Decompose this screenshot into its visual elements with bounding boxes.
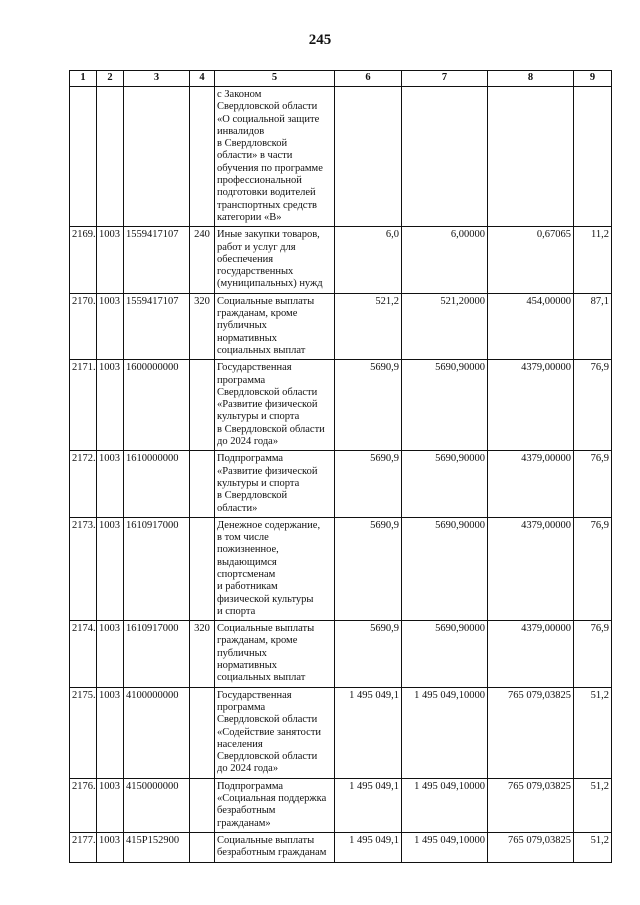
cell-description xyxy=(215,687,335,778)
table-row xyxy=(70,621,612,687)
cell-description xyxy=(215,517,335,620)
cell-v7: 5690,90000 xyxy=(402,451,488,517)
cell-v8: 4379,00000 xyxy=(488,360,574,451)
description-line: государственных xyxy=(217,266,294,278)
cell-v7: 5690,90000 xyxy=(402,517,488,620)
cell-type: 320 xyxy=(190,621,215,687)
description-line: гражданам, кроме xyxy=(217,635,298,647)
description-line: «Социальная поддержка xyxy=(217,793,327,805)
description-line: Свердловской области xyxy=(217,714,318,726)
description-line: в Свердловской xyxy=(217,490,288,502)
description-line: области» в части xyxy=(217,150,293,162)
description-line: с Законом xyxy=(217,89,262,100)
description-line: нормативных xyxy=(217,332,278,344)
cell-description xyxy=(215,87,335,227)
cell-type xyxy=(190,687,215,778)
cell-v9: 51,2 xyxy=(574,778,612,832)
table-row xyxy=(70,778,612,832)
cell-v6: 5690,9 xyxy=(335,621,402,687)
cell-v9: 76,9 xyxy=(574,517,612,620)
description-line: в Свердловской области xyxy=(217,423,325,435)
cell-type: 320 xyxy=(190,293,215,359)
cell-num: 2170. xyxy=(70,293,97,359)
description-line: «Развитие физической xyxy=(217,399,318,411)
cell-type xyxy=(190,517,215,620)
cell-target: 415P152900 xyxy=(124,832,190,862)
table-row xyxy=(70,87,612,227)
description-line: безработным xyxy=(217,805,276,817)
cell-v7: 5690,90000 xyxy=(402,360,488,451)
table-row xyxy=(70,227,612,293)
description-line: физической культуры xyxy=(217,593,314,605)
cell-description xyxy=(215,832,335,862)
cell-v8: 4379,00000 xyxy=(488,621,574,687)
cell-section: 1003 xyxy=(97,227,124,293)
cell-target: 1610917000 xyxy=(124,517,190,620)
cell-description xyxy=(215,621,335,687)
description-line: «О социальной защите xyxy=(217,113,320,125)
description-line: Денежное содержание, xyxy=(217,519,321,531)
description-line: Подпрограмма xyxy=(217,780,284,792)
description-line: пожизненное, xyxy=(217,544,279,556)
description-line: публичных xyxy=(217,647,267,659)
table-row xyxy=(70,360,612,451)
cell-v9: 11,2 xyxy=(574,227,612,293)
description-line: Социальные выплаты xyxy=(217,623,315,635)
cell-v6: 1 495 049,1 xyxy=(335,778,402,832)
cell-section: 1003 xyxy=(97,778,124,832)
description-line: профессиональной xyxy=(217,175,302,187)
cell-section: 1003 xyxy=(97,832,124,862)
description-line: культуры и спорта xyxy=(217,477,300,489)
description-line: Государственная xyxy=(217,689,292,701)
column-header: 6 xyxy=(335,71,402,87)
cell-v6 xyxy=(335,87,402,227)
cell-description xyxy=(215,227,335,293)
column-header: 5 xyxy=(215,71,335,87)
column-header: 8 xyxy=(488,71,574,87)
cell-v7: 1 495 049,10000 xyxy=(402,832,488,862)
table-body xyxy=(70,87,612,863)
cell-target: 1559417107 xyxy=(124,227,190,293)
description-line: Свердловской области xyxy=(217,751,318,763)
cell-num: 2172. xyxy=(70,451,97,517)
cell-type xyxy=(190,360,215,451)
cell-v6: 5690,9 xyxy=(335,451,402,517)
description-line: «Содействие занятости xyxy=(217,726,322,738)
cell-target: 1559417107 xyxy=(124,293,190,359)
description-line: культуры и спорта xyxy=(217,411,300,423)
cell-v8: 454,00000 xyxy=(488,293,574,359)
description-line: гражданам, кроме xyxy=(217,308,298,320)
column-header: 7 xyxy=(402,71,488,87)
cell-v9: 76,9 xyxy=(574,621,612,687)
description-line: в том числе xyxy=(217,532,269,544)
cell-v8: 765 079,03825 xyxy=(488,778,574,832)
column-header: 4 xyxy=(190,71,215,87)
cell-v6: 1 495 049,1 xyxy=(335,687,402,778)
column-header: 1 xyxy=(70,71,97,87)
cell-v8: 765 079,03825 xyxy=(488,832,574,862)
description-line: категории «В» xyxy=(217,211,282,223)
cell-target: 4150000000 xyxy=(124,778,190,832)
description-line: программа xyxy=(217,701,266,713)
cell-v8: 0,67065 xyxy=(488,227,574,293)
description-line: и спорта xyxy=(217,605,256,617)
column-header: 9 xyxy=(574,71,612,87)
cell-target xyxy=(124,87,190,227)
table-header-row xyxy=(70,71,612,87)
description-line: спортсменам xyxy=(217,568,276,580)
cell-v7: 1 495 049,10000 xyxy=(402,778,488,832)
description-line: подготовки водителей xyxy=(217,187,316,199)
table-row xyxy=(70,517,612,620)
cell-v9: 51,2 xyxy=(574,832,612,862)
column-header: 2 xyxy=(97,71,124,87)
cell-description xyxy=(215,360,335,451)
cell-section: 1003 xyxy=(97,293,124,359)
cell-v9: 76,9 xyxy=(574,360,612,451)
cell-num: 2174. xyxy=(70,621,97,687)
description-line: Социальные выплаты xyxy=(217,834,315,846)
description-line: населения xyxy=(217,738,263,750)
description-line: Подпрограмма xyxy=(217,453,284,465)
cell-v8: 4379,00000 xyxy=(488,517,574,620)
description-line: Свердловской области xyxy=(217,386,318,398)
description-line: социальных выплат xyxy=(217,672,306,684)
description-line: гражданам» xyxy=(217,817,271,829)
cell-v6: 5690,9 xyxy=(335,517,402,620)
description-line: публичных xyxy=(217,320,267,332)
description-line: работ и услуг для xyxy=(217,241,296,253)
cell-v7: 5690,90000 xyxy=(402,621,488,687)
cell-v8: 765 079,03825 xyxy=(488,687,574,778)
table-row xyxy=(70,687,612,778)
cell-v6: 521,2 xyxy=(335,293,402,359)
description-line: транспортных средств xyxy=(217,199,318,211)
cell-section: 1003 xyxy=(97,687,124,778)
cell-num: 2175. xyxy=(70,687,97,778)
cell-type xyxy=(190,87,215,227)
cell-v6: 1 495 049,1 xyxy=(335,832,402,862)
description-line: Социальные выплаты xyxy=(217,295,315,307)
cell-num: 2171. xyxy=(70,360,97,451)
description-line: выдающимся xyxy=(217,556,277,568)
cell-v8 xyxy=(488,87,574,227)
description-line: и работникам xyxy=(217,581,278,593)
cell-num: 2176. xyxy=(70,778,97,832)
cell-v9: 76,9 xyxy=(574,451,612,517)
description-line: до 2024 года» xyxy=(217,436,279,448)
cell-v9 xyxy=(574,87,612,227)
description-line: (муниципальных) нужд xyxy=(217,278,323,290)
description-line: обеспечения xyxy=(217,253,274,265)
cell-target: 1610000000 xyxy=(124,451,190,517)
cell-v7: 1 495 049,10000 xyxy=(402,687,488,778)
cell-num xyxy=(70,87,97,227)
cell-section: 1003 xyxy=(97,451,124,517)
description-line: социальных выплат xyxy=(217,344,306,356)
cell-num: 2177. xyxy=(70,832,97,862)
cell-type xyxy=(190,451,215,517)
cell-type: 240 xyxy=(190,227,215,293)
table-row xyxy=(70,832,612,862)
description-line: нормативных xyxy=(217,660,278,672)
cell-v7: 521,20000 xyxy=(402,293,488,359)
column-header: 3 xyxy=(124,71,190,87)
cell-description xyxy=(215,778,335,832)
cell-v7: 6,00000 xyxy=(402,227,488,293)
cell-v6: 6,0 xyxy=(335,227,402,293)
cell-target: 1600000000 xyxy=(124,360,190,451)
cell-v6: 5690,9 xyxy=(335,360,402,451)
description-line: Иные закупки товаров, xyxy=(217,229,320,241)
cell-type xyxy=(190,832,215,862)
description-line: до 2024 года» xyxy=(217,763,279,775)
description-line: в Свердловской xyxy=(217,138,288,150)
cell-section xyxy=(97,87,124,227)
cell-v9: 87,1 xyxy=(574,293,612,359)
cell-target: 4100000000 xyxy=(124,687,190,778)
description-line: области» xyxy=(217,502,258,514)
cell-section: 1003 xyxy=(97,517,124,620)
cell-section: 1003 xyxy=(97,360,124,451)
cell-description xyxy=(215,293,335,359)
cell-target: 1610917000 xyxy=(124,621,190,687)
cell-v7 xyxy=(402,87,488,227)
description-line: «Развитие физической xyxy=(217,465,318,477)
budget-table xyxy=(69,70,612,863)
description-line: программа xyxy=(217,374,266,386)
table-row xyxy=(70,293,612,359)
table-row xyxy=(70,451,612,517)
cell-type xyxy=(190,778,215,832)
description-line: Государственная xyxy=(217,362,292,374)
description-line: Свердловской области xyxy=(217,101,318,113)
cell-num: 2173. xyxy=(70,517,97,620)
cell-v8: 4379,00000 xyxy=(488,451,574,517)
page-number: 245 xyxy=(308,32,332,48)
cell-v9: 51,2 xyxy=(574,687,612,778)
description-line: обучения по программе xyxy=(217,162,323,174)
cell-description xyxy=(215,451,335,517)
description-line: безработным гражданам xyxy=(217,847,327,859)
cell-section: 1003 xyxy=(97,621,124,687)
cell-num: 2169. xyxy=(70,227,97,293)
description-line: инвалидов xyxy=(217,125,265,137)
